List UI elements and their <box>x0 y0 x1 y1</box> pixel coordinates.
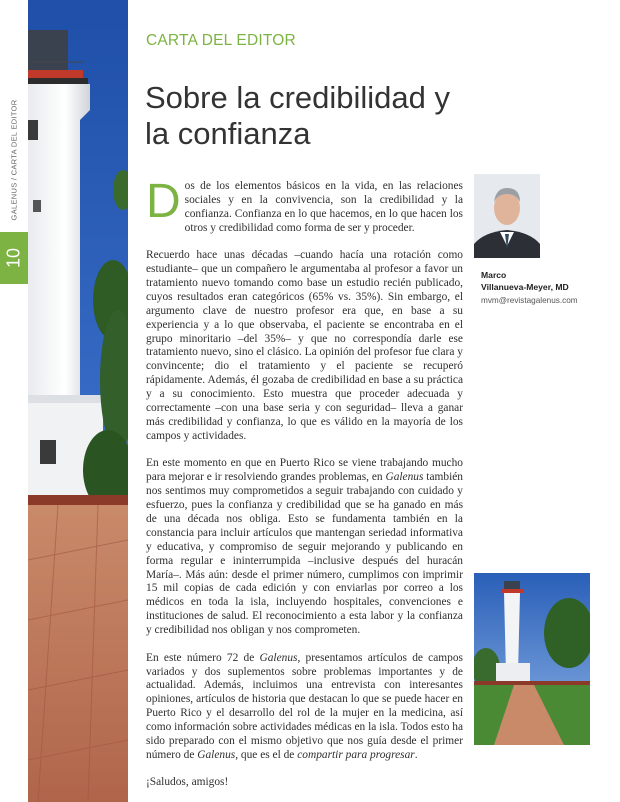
lighthouse-small-photo <box>474 573 590 745</box>
author-email[interactable]: mvm@revistagalenus.com <box>481 296 578 305</box>
page-title: Sobre la credibilidad y la confianza <box>145 80 451 151</box>
author-portrait-illustration <box>474 174 540 258</box>
paragraph-2: Recuerdo hace unas décadas –cuando hacía una rotación como estudiante– que un compañero le argumentaba al profesor a favor un tratamiento nuevo tomando como base un estudio recién publicado, cuyos resultados eran categóricos (65% vs. 35%). Sin embargo, el argumento clave de nuestro profesor era que, en base a su experiencia y a lo que observaba, el paciente se encontraba en el grupo minoritario –del 35%– y que no correspondía darle ese tratamiento nuevo, sino el clásico. La opinión del profesor fue clara y convincente; dio el tratamiento y el paciente se recuperó rápidamente. Además, él gozaba de credibilidad en base a su práctica y a su conocimiento. Esto muestra que proceder adecuada y correctamente –con una base seria y con seguridad– lleva a ganar más credibilidad y confianza, lo que es válido en la mayoría de los campos y actividades. <box>146 249 463 442</box>
closing-line: ¡Saludos, amigos! <box>146 776 229 789</box>
running-head: GALENUS / CARTA DEL EDITOR <box>9 99 19 221</box>
section-label: CARTA DEL EDITOR <box>146 32 296 49</box>
author-name: Marco Villanueva-Meyer, MD <box>481 270 569 292</box>
sidebar-strip <box>0 0 28 802</box>
author-portrait-photo <box>474 174 540 258</box>
page-number: 10 <box>3 247 24 269</box>
lighthouse-small-illustration <box>474 573 590 745</box>
paragraph-1: Dos de los elementos básicos en la vida, en las relaciones sociales y en la convivencia, son la credibilidad y la confianza. Confianza en lo que hacemos, en lo que hacen los otros y credibilidad como forma de ser y proceder. <box>146 175 463 234</box>
lighthouse-photo <box>28 0 128 802</box>
page-number-tab <box>0 232 28 284</box>
drop-cap: D <box>146 175 181 228</box>
lighthouse-illustration <box>28 0 128 802</box>
article-body <box>146 175 463 802</box>
paragraph-3: En este momento en que en Puerto Rico se viene trabajando mucho para mejorar e ir resolviendo grandes problemas, en Galenus también nos sentimos muy comprometidos a seguir trabajando con cuidado y esfuerzo, pues la confianza y credibilidad que se ha ganado en más de una década nos obliga. Esto se fundamenta también en la constancia para incluir artículos que mantengan seriedad informativa y educativa, y compromiso de seguir mejorando y publicando en forma regular e ininterrumpida –inclusive después del huracán María–. Más aún: desde el primer número, cumplimos con imprimir 15 mil copias de cada edición y con enviarlas por correo a los médicos en toda la isla, incluyendo hospitales, convenciones e instituciones de salud. El reconocimiento a esta labor y la confianza y credibilidad nos obligan y nos comprometen. <box>146 457 463 637</box>
paragraph-4: En este número 72 de Galenus, presentamos artículos de campos variados y dos suplementos sobre problemas importantes y de actualidad. Además, incluimos una entrevista con interesantes opiniones, artículos de historia que destacan lo que se puede hacer en Puerto Rico y el desarrollo del rol de la mujer en la medicina, así como información sobre actividades médicas en la isla. Todos esto ha sido preparado con el mismo objetivo que nos guía desde el primer número de Galenus, que es el de compartir para progresar. <box>146 651 463 761</box>
